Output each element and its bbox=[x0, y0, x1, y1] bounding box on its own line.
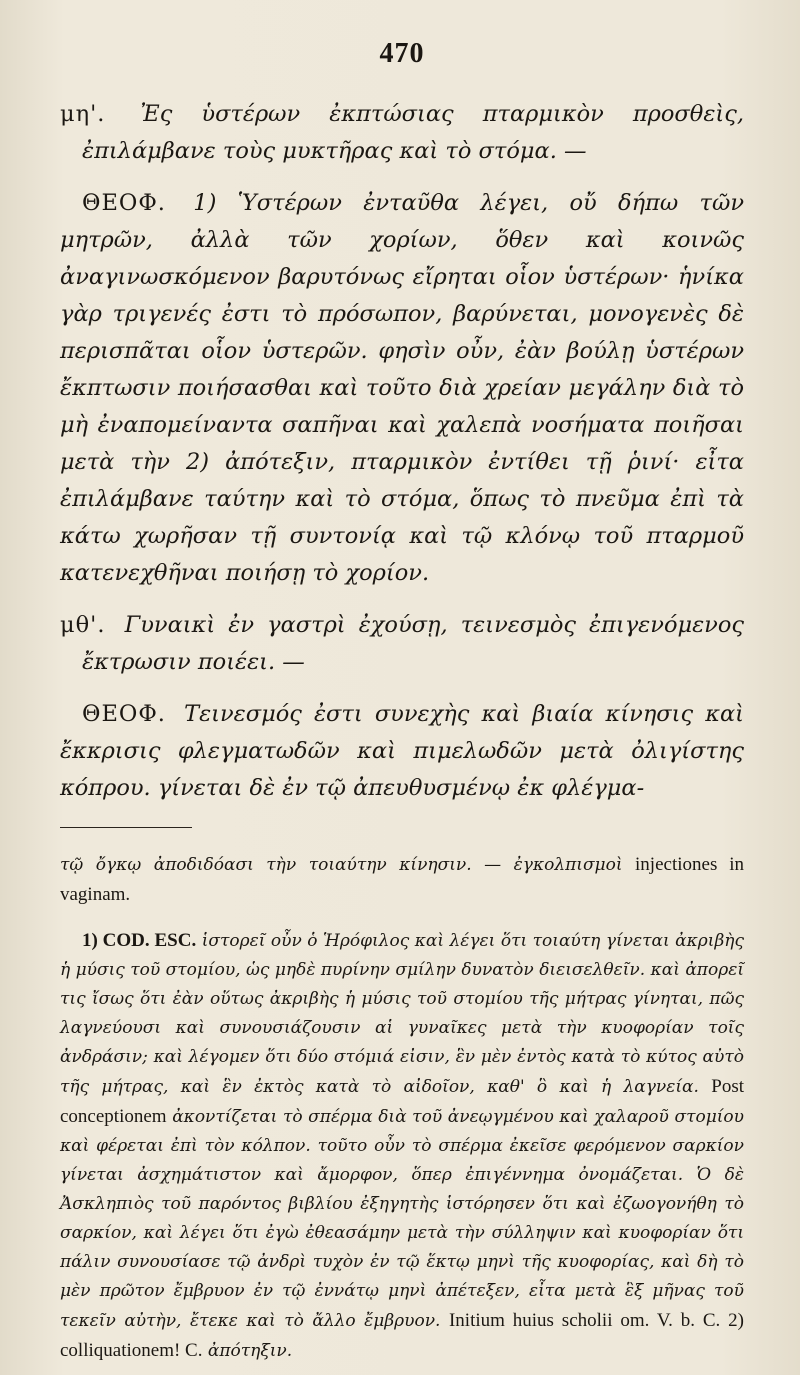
commentator-label: ΘΕΟΦ. bbox=[82, 701, 166, 727]
aphorism-49 bbox=[60, 607, 744, 681]
footnote-greek: τῷ ὄγκῳ ἀποδιδόασι τὴν τοιαύτην κίνησιν. — ἐγκολπισμοὶ bbox=[60, 855, 623, 875]
footnotes bbox=[60, 850, 744, 1366]
footnote-latin: Post conceptionem bbox=[60, 1076, 744, 1127]
page-number: 470 bbox=[379, 38, 425, 69]
commentator-label: ΘΕΟΦ. bbox=[82, 190, 166, 216]
footnote-1 bbox=[60, 926, 744, 1366]
footnote-continuation bbox=[60, 850, 744, 910]
commentary-text: 1) Ὑστέρων ἐνταῦθα λέγει, οὔ δήπω τῶν μητρῶν, ἀλλὰ τῶν χορίων, ὅθεν καὶ κοινῶς ἀναγινωσκόμενον βαρυτόνως εἴρηται οἷον ὑστέρων· ἡνίκα γὰρ τριγενές ἐστι τὸ πρόσωπον, βαρύνεται, μονογενὲς δὲ περισπᾶται οἷον ὑστερῶν. φησὶν οὖν, ἐὰν βούλῃ ὑστέρων ἔκπτωσιν ποιήσασθαι καὶ τοῦτο διὰ χρείαν μεγάλην διὰ τὸ μὴ ἐναπομείναντα σαπῆναι καὶ χαλεπὰ νοσήματα ποιῆσαι μετὰ τὴν 2) ἀπότεξιν, πταρμικὸν ἐντίθει τῇ ῥινί· εἶτα ἐπιλάμβανε ταύτην καὶ τὸ στόμα, ὅπως τὸ πνεῦμα ἐπὶ τὰ κάτω χωρῆσαν τῇ συντονίᾳ καὶ τῷ κλόνῳ τοῦ πταρμοῦ κατενεχθῆναι ποιήσῃ τὸ χορίον. bbox=[60, 190, 745, 586]
footnote-latin: injectiones in vaginam. bbox=[60, 854, 744, 905]
footnote-latin: Initium huius scholii om. V. b. C. 2) colliquationem! C. bbox=[60, 1310, 744, 1361]
commentary-text: Τεινεσμός ἐστι συνεχὴς καὶ βιαία κίνησις καὶ ἔκκρισις φλεγματωδῶν καὶ πιμελωδῶν μετὰ ὀλιγίστης κόπρου. γίνεται δὲ ἐν τῷ ἀπευθυσμένῳ ἐκ φλέγμα- bbox=[60, 701, 744, 801]
footnote-greek: ἀπότηξιν. bbox=[207, 1341, 293, 1361]
aphorism-48 bbox=[60, 96, 744, 170]
footnote-greek: ἀκοντίζεται τὸ σπέρμα διὰ τοῦ ἀνεῳγμένου καὶ χαλαροῦ στομίου καὶ φέρεται ἐπὶ τὸν κόλπον. τοῦτο οὖν τὸ σπέρμα ἐκεῖσε φερόμενον σαρκίον γίνεται ἀσχημάτιστον καὶ ἄμορφον, ὅπερ ἐπιγέννημα ὀνομάζεται. Ὁ δὲ Ἀσκληπιὸς τοῦ παρόντος βιβλίου ἐξηγητὴς ἱστόρησεν ὅτι καὶ ἐζωογονήθη τὸ σαρκίον, καὶ λέγει ὅτι ἐγὼ ἐθεασάμην μετὰ τὴν σύλληψιν καὶ κυοφορίαν ὅτι πάλιν συνουσίασε τῷ ἀνδρὶ τυχὸν ἐν τῷ ἕκτῳ μηνὶ τῆς κυοφορίας, καὶ δὴ τὸ μὲν πρῶτον ἔμβρυον ἐν τῷ ἐννάτῳ μηνὶ ἀπέτεξεν, εἶτα μετὰ ἓξ μῆνας τοῦ τεκεῖν αὐτὴν, ἔτεκε καὶ τὸ ἄλλο ἔμβρυον. bbox=[60, 1107, 744, 1331]
main-text bbox=[60, 96, 744, 807]
aphorism-text: Γυναικὶ ἐν γαστρὶ ἐχούσῃ, τεινεσμὸς ἐπιγενόμενος ἔκτρωσιν ποιέει. — bbox=[82, 612, 745, 675]
footnote-divider bbox=[60, 827, 192, 828]
aphorism-text: Ἐς ὑστέρων ἐκπτώσιας πταρμικὸν προσθεὶς, ἐπιλάμβανε τοὺς μυκτῆρας καὶ τὸ στόμα. — bbox=[82, 101, 744, 164]
aphorism-number: μη'. bbox=[60, 101, 106, 127]
footnote-label: 1) COD. ESC. bbox=[82, 930, 197, 951]
aphorism-number: μθ'. bbox=[60, 612, 106, 638]
commentary-48 bbox=[60, 185, 744, 592]
footnote-greek: ἱστορεῖ οὖν ὁ Ἡρόφιλος καὶ λέγει ὅτι τοιαύτη γίνεται ἀκριβὴς ἡ μύσις τοῦ στομίου, ὡς μηδὲ πυρίνην σμίλην δυνατὸν διεισελθεῖν. καὶ ἀπορεῖ τις ἴσως ὅτι ἐὰν οὕτως ἀκριβὴς ἡ μύσις τοῦ στομίου τῆς μήτρας γίνηται, πῶς λαγνεύουσι καὶ συνουσιάζουσιν αἱ γυναῖκες μετὰ τὴν κυοφορίαν τοῖς ἀνδράσιν; καὶ λέγομεν ὅτι δύο στόμιά εἰσιν, ἓν μὲν ἐντὸς κατὰ τὸ κύτος αὐτὸ τῆς μήτρας, καὶ ἓν ἐκτὸς κατὰ τὸ αἰδοῖον, καθ' ὃ καὶ ἡ λαγνεία. bbox=[60, 931, 745, 1097]
commentary-49 bbox=[60, 696, 744, 807]
